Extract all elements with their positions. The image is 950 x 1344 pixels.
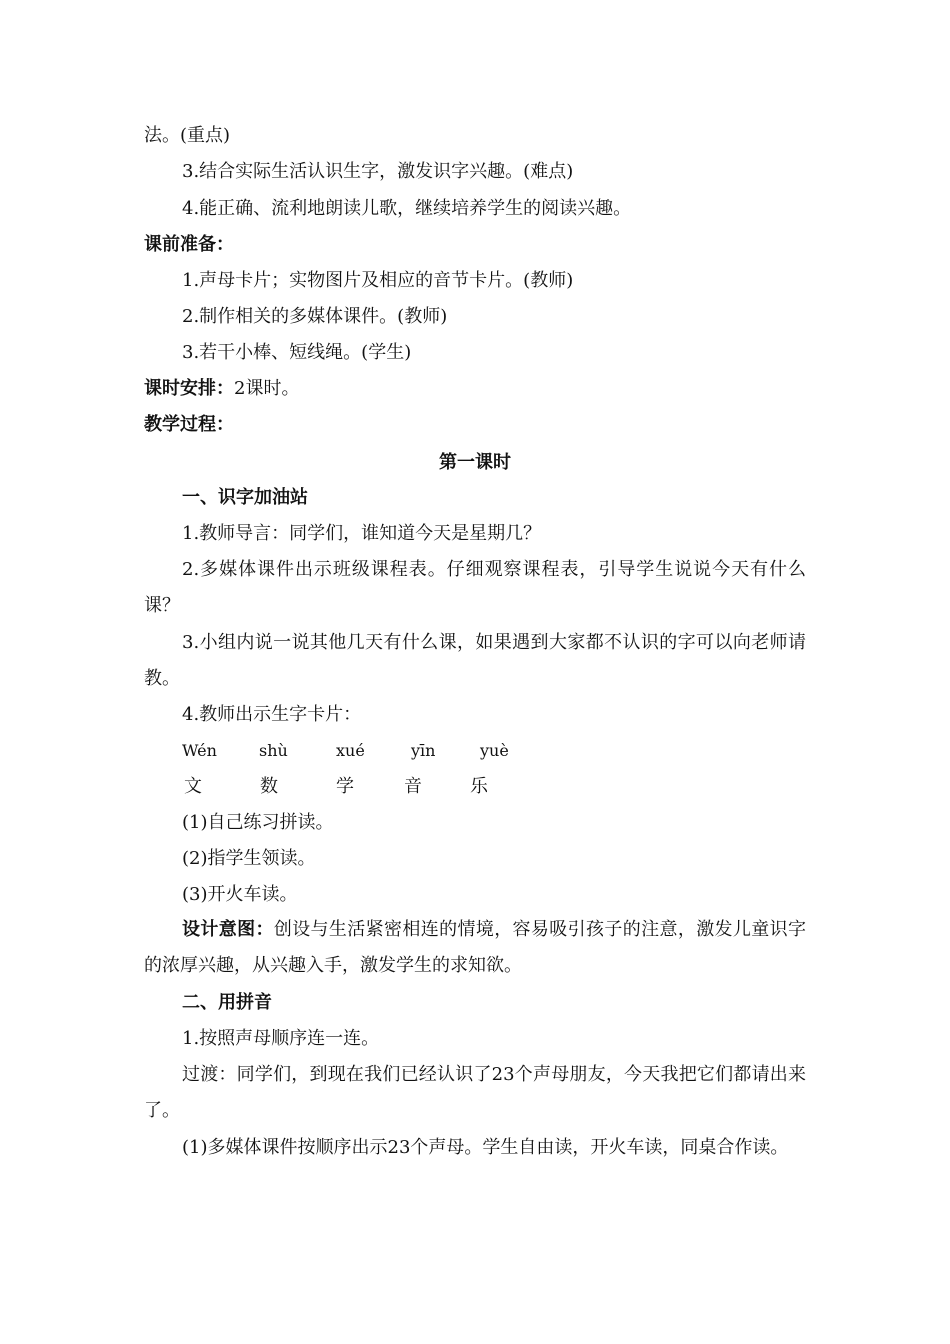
objective-4: 4.能正确、流利地朗读儿歌，继续培养学生的阅读兴趣。 — [182, 198, 632, 219]
schedule-line — [144, 377, 299, 401]
hanzi-2: 数 — [260, 776, 278, 797]
design-intent-text: 创设与生活紧密相连的情境，容易吸引孩子的注意，激发儿童识字的浓厚兴趣，从兴趣入手，激发学生的求知欲。 — [144, 919, 807, 976]
pinyin-2: shù — [259, 741, 288, 760]
process-heading: 教学过程： — [144, 414, 234, 435]
section-2-transition: 过渡：同学们，到现在我们已经认识了23个声母朋友，今天我把它们都请出来了。 — [144, 1064, 806, 1121]
prep-heading: 课前准备： — [144, 234, 234, 255]
schedule-value: 2课时。 — [234, 378, 300, 399]
design-intent — [144, 912, 806, 984]
section-2-item-1: 1.按照声母顺序连一连。 — [182, 1028, 380, 1049]
sub-step-3: (3)开火车读。 — [182, 884, 298, 905]
pinyin-3: xué — [336, 741, 365, 760]
lesson-title: 第一课时 — [439, 452, 511, 473]
prep-item-2: 2.制作相关的多媒体课件。(教师) — [182, 306, 448, 327]
section-2-sub-1: (1)多媒体课件按顺序出示23个声母。学生自由读，开火车读，同桌合作读。 — [182, 1137, 789, 1158]
design-intent-label: 设计意图： — [182, 919, 274, 940]
prep-item-3: 3.若干小棒、短线绳。(学生) — [182, 342, 412, 363]
schedule-label: 课时安排： — [144, 378, 234, 399]
sub-step-2: (2)指学生领读。 — [182, 848, 316, 869]
section-1-item-4: 4.教师出示生字卡片： — [182, 704, 362, 725]
section-2-heading: 二、用拼音 — [182, 992, 272, 1013]
section-1-item-3: 3.小组内说一说其他几天有什么课，如果遇到大家都不认识的字可以向老师请教。 — [144, 632, 806, 689]
section-1-heading: 一、识字加油站 — [182, 487, 308, 508]
hanzi-3: 学 — [336, 776, 354, 797]
hanzi-4: 音 — [404, 776, 422, 797]
section-1-item-2: 2.多媒体课件出示班级课程表。仔细观察课程表，引导学生说说今天有什么课？ — [144, 559, 806, 616]
text-line: 法。(重点) — [144, 125, 231, 146]
section-1-item-1: 1.教师导言：同学们，谁知道今天是星期几？ — [182, 523, 542, 544]
sub-step-1: (1)自己练习拼读。 — [182, 812, 334, 833]
pinyin-4: yīn — [411, 741, 436, 760]
pinyin-5: yuè — [480, 741, 509, 760]
objective-3: 3.结合实际生活认识生字，激发识字兴趣。(难点) — [182, 161, 574, 182]
pinyin-1: Wén — [182, 741, 217, 760]
prep-item-1: 1.声母卡片；实物图片及相应的音节卡片。(教师) — [182, 270, 574, 291]
hanzi-1: 文 — [184, 776, 202, 797]
hanzi-5: 乐 — [470, 776, 488, 797]
